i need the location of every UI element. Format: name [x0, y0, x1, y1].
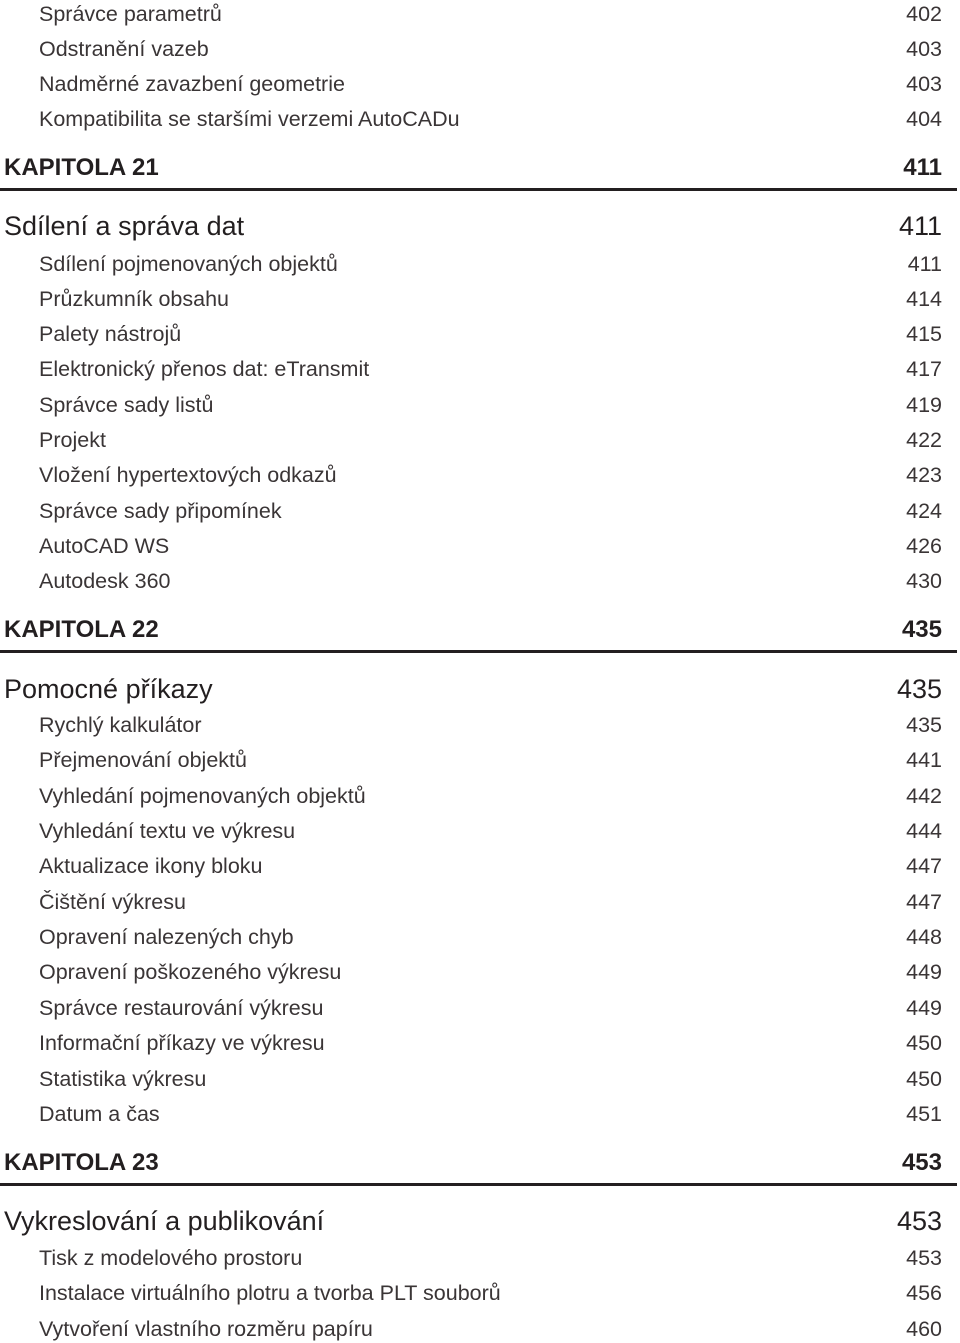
toc-entry-title: Kompatibilita se staršími verzemi AutoCADu	[39, 107, 460, 131]
toc-page-number: 441	[906, 748, 942, 772]
toc-page-number: 447	[906, 890, 942, 914]
toc-page-number: 448	[906, 925, 942, 949]
toc-entry-title: Palety nástrojů	[39, 322, 182, 346]
toc-page-number: 451	[906, 1102, 942, 1126]
toc-entry-title: Datum a čas	[39, 1102, 160, 1126]
toc-page-number: 450	[906, 1031, 942, 1055]
toc-page-number: 449	[906, 960, 942, 984]
toc-page-number: 435	[906, 713, 942, 737]
toc-page-number: 430	[906, 569, 942, 593]
toc-page-number: 453	[906, 1246, 942, 1270]
toc-section-title: Sdílení a správa dat	[4, 211, 245, 241]
toc-entry-title: Opravení nalezených chyb	[39, 925, 294, 949]
toc-entry-title: Statistika výkresu	[39, 1067, 207, 1091]
chapter-divider-rule	[0, 650, 957, 653]
toc-page-number: 417	[906, 357, 942, 381]
toc-page-number: 424	[906, 499, 942, 523]
toc-entry-title: Nadměrné zavazbení geometrie	[39, 72, 345, 96]
toc-entry-title: Průzkumník obsahu	[39, 287, 230, 311]
toc-page-number: 411	[903, 154, 942, 181]
toc-entry-title: Informační příkazy ve výkresu	[39, 1031, 325, 1055]
toc-page-number: 447	[906, 854, 942, 878]
toc-page-number: 419	[906, 393, 942, 417]
toc-page-number: 402	[906, 2, 942, 26]
toc-entry-title: Sdílení pojmenovaných objektů	[39, 252, 338, 276]
toc-page-number: 403	[906, 37, 942, 61]
toc-chapter-title: KAPITOLA 22	[4, 616, 159, 643]
toc-entry-title: Aktualizace ikony bloku	[39, 854, 263, 878]
toc-page-number: 449	[906, 996, 942, 1020]
toc-entry-title: Elektronický přenos dat: eTransmit	[39, 357, 370, 381]
toc-entry-title: Vložení hypertextových odkazů	[39, 463, 337, 487]
toc-page-number: 415	[906, 322, 942, 346]
chapter-divider-rule	[0, 1183, 957, 1186]
toc-entry-title: Autodesk 360	[39, 569, 171, 593]
toc-entry-title: Přejmenování objektů	[39, 748, 247, 772]
toc-entry-title: Správce parametrů	[39, 2, 222, 26]
toc-page-number: 453	[896, 1206, 942, 1236]
toc-entry-title: Správce restaurování výkresu	[39, 996, 324, 1020]
toc-section-title: Vykreslování a publikování	[4, 1206, 325, 1236]
chapter-divider-rule	[0, 188, 957, 191]
toc-page-number: 426	[906, 534, 942, 558]
toc-page-number: 404	[906, 107, 942, 131]
toc-chapter-title: KAPITOLA 21	[4, 154, 159, 181]
toc-entry-title: Rychlý kalkulátor	[39, 713, 202, 737]
toc-page-number: 442	[906, 784, 942, 808]
toc-page-number: 422	[906, 428, 942, 452]
toc-entry-title: Vytvoření vlastního rozměru papíru	[39, 1317, 373, 1341]
toc-entry-title: Instalace virtuálního plotru a tvorba PLT souborů	[39, 1281, 501, 1305]
toc-page-number: 453	[901, 1149, 942, 1176]
toc-section-title: Pomocné příkazy	[4, 674, 213, 704]
toc-entry-title: Vyhledání textu ve výkresu	[39, 819, 296, 843]
toc-page-number: 423	[906, 463, 942, 487]
toc-page-number: 450	[906, 1067, 942, 1091]
toc-entry-title: Správce sady listů	[39, 393, 214, 417]
toc-entry-title: Tisk z modelového prostoru	[39, 1246, 303, 1270]
toc-page-number: 414	[906, 287, 942, 311]
toc-page-number: 411	[907, 252, 942, 276]
toc-entry-title: Opravení poškozeného výkresu	[39, 960, 342, 984]
toc-page-number: 435	[896, 674, 942, 704]
toc-entry-title: Odstranění vazeb	[39, 37, 209, 61]
toc-entry-title: Správce sady připomínek	[39, 499, 282, 523]
toc-page-number: 403	[906, 72, 942, 96]
toc-page-number: 411	[898, 211, 942, 241]
toc-page-number: 456	[906, 1281, 942, 1305]
toc-page-number: 460	[906, 1317, 942, 1341]
toc-page-number: 435	[901, 616, 942, 643]
toc-entry-title: Čištění výkresu	[39, 890, 186, 914]
toc-entry-title: AutoCAD WS	[39, 534, 170, 558]
toc-chapter-title: KAPITOLA 23	[4, 1149, 159, 1176]
toc-page-number: 444	[906, 819, 942, 843]
toc-entry-title: Vyhledání pojmenovaných objektů	[39, 784, 366, 808]
toc-entry-title: Projekt	[39, 428, 106, 452]
